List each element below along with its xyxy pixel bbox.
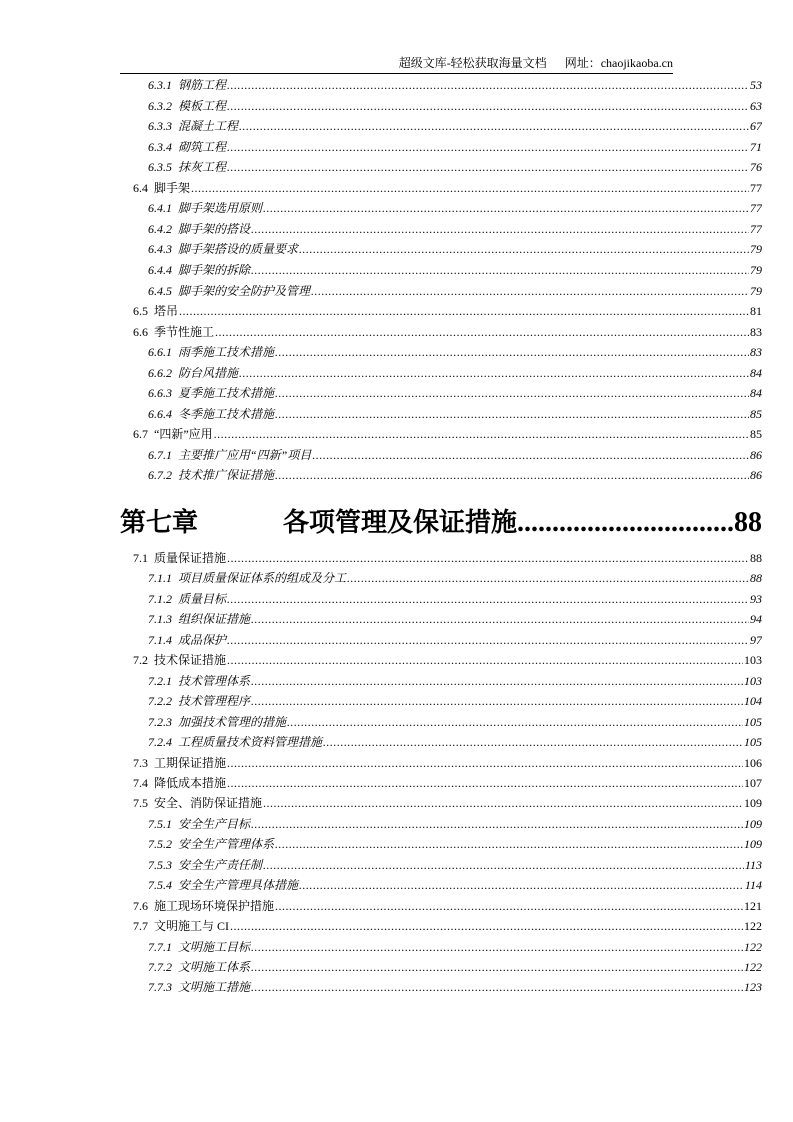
entry-title: 脚手架选用原则	[178, 201, 263, 216]
entry-number: 7.1.4	[148, 632, 172, 647]
entry-page: 77	[750, 180, 762, 195]
dot-leader	[227, 137, 749, 157]
toc-entry[interactable]	[148, 875, 762, 895]
entry-title: 夏季施工技术措施	[178, 386, 275, 401]
entry-page: 122	[744, 939, 762, 954]
dot-leader	[275, 896, 743, 916]
toc-entry[interactable]	[133, 753, 762, 773]
dot-leader	[263, 793, 743, 813]
entry-page: 79	[750, 242, 762, 257]
entry-number: 7.7	[133, 919, 148, 934]
toc-entry[interactable]	[148, 957, 762, 977]
dot-leader	[227, 650, 743, 670]
dot-leader	[263, 198, 749, 218]
dot-leader	[227, 96, 749, 116]
entry-page: 79	[750, 283, 762, 298]
entry-number: 7.2.4	[148, 735, 172, 750]
entry-title: 钢筋工程	[178, 78, 227, 92]
toc-entry[interactable]	[148, 342, 762, 362]
dot-leader	[517, 503, 734, 543]
dot-leader	[347, 568, 749, 588]
entry-title: 文明施工与 CI	[154, 919, 230, 934]
toc-entry[interactable]	[133, 896, 762, 916]
entry-title: 安全生产责任制	[178, 857, 263, 872]
entry-number: 6.3.3	[148, 119, 172, 134]
entry-page: 94	[750, 612, 762, 627]
entry-page: 106	[744, 755, 762, 770]
entry-number: 7.5.2	[148, 837, 172, 852]
toc-entry[interactable]	[133, 916, 762, 936]
entry-page: 93	[750, 591, 762, 606]
entry-page: 97	[750, 632, 762, 647]
dot-leader	[251, 219, 749, 239]
entry-number: 6.5	[133, 304, 148, 319]
chapter-title: 各项管理及保证措施	[283, 508, 518, 538]
toc-entry[interactable]	[148, 814, 762, 834]
entry-title: 文明施工目标	[178, 939, 251, 954]
entry-number: 6.3.1	[148, 78, 172, 92]
entry-number: 6.4.2	[148, 221, 172, 236]
toc-entry[interactable]	[148, 630, 762, 650]
entry-number: 7.7.1	[148, 939, 172, 954]
entry-page: 67	[750, 119, 762, 134]
entry-number: 6.7.2	[148, 468, 172, 483]
entry-title: 加强技术管理的措施	[178, 714, 287, 729]
entry-number: 6.3.2	[148, 98, 172, 113]
toc-entry[interactable]	[148, 157, 762, 177]
entry-page: 88	[750, 571, 762, 586]
dot-leader	[215, 322, 749, 342]
dot-leader	[191, 178, 749, 198]
dot-leader	[275, 342, 749, 362]
dot-leader	[239, 363, 749, 383]
dot-leader	[251, 937, 743, 957]
entry-title: 组织保证措施	[178, 612, 251, 627]
entry-title: 施工现场环境保护措施	[154, 898, 275, 913]
entry-number: 7.4	[133, 775, 148, 790]
toc-entry[interactable]	[148, 937, 762, 957]
entry-title: 降低成本措施	[154, 775, 227, 790]
entry-page: 122	[744, 960, 762, 974]
toc-entry[interactable]	[133, 773, 762, 793]
toc-entry[interactable]	[148, 239, 762, 259]
dot-leader	[312, 445, 749, 465]
entry-number: 7.1.3	[148, 612, 172, 627]
entry-title: 塔吊	[154, 304, 179, 319]
entry-title: 安全生产管理具体措施	[178, 878, 299, 893]
toc-entry[interactable]	[148, 568, 762, 588]
entry-title: 防台风措施	[178, 365, 239, 380]
dot-leader	[251, 977, 743, 997]
entry-page: 105	[744, 735, 762, 750]
chapter-page: 88	[734, 507, 762, 538]
entry-number: 7.1	[133, 551, 148, 565]
entry-title: 成品保护	[178, 632, 227, 647]
entry-number: 6.4.3	[148, 242, 172, 257]
entry-title: 技术管理程序	[178, 694, 251, 709]
toc-entry[interactable]	[148, 855, 762, 875]
entry-title: 技术推广保证措施	[178, 468, 275, 483]
entry-title: 抹灰工程	[178, 160, 227, 175]
toc-entry[interactable]	[148, 363, 762, 383]
entry-title: 项目质量保证体系的组成及分工	[178, 571, 347, 586]
entry-title: 文明施工体系	[178, 960, 251, 974]
entry-page: 83	[750, 324, 762, 339]
dot-leader	[287, 712, 743, 732]
header-site-name: 超级文库-轻松获取海量文档	[398, 56, 547, 70]
entry-number: 6.4.5	[148, 283, 172, 298]
entry-title: 文明施工措施	[178, 980, 251, 995]
entry-title: 雨季施工技术措施	[178, 345, 275, 360]
entry-number: 6.7	[133, 427, 148, 442]
toc-entry[interactable]	[133, 424, 762, 444]
entry-title: 技术管理体系	[178, 673, 251, 688]
toc-entry[interactable]	[148, 383, 762, 403]
dot-leader	[311, 281, 749, 301]
entry-page: 84	[750, 386, 762, 401]
toc-entry[interactable]	[148, 281, 762, 301]
toc-entry[interactable]	[148, 671, 762, 691]
dot-leader	[251, 609, 749, 629]
entry-title: 冬季施工技术措施	[178, 406, 275, 421]
toc-entry[interactable]	[133, 322, 762, 342]
entry-title: 脚手架	[154, 180, 191, 195]
entry-page: 107	[744, 775, 762, 790]
toc-entry[interactable]	[133, 793, 762, 813]
entry-number: 7.6	[133, 898, 148, 913]
entry-number: 6.6.1	[148, 345, 172, 360]
entry-title: 工程质量技术资料管理措施	[178, 735, 323, 750]
toc-entry[interactable]	[148, 609, 762, 629]
toc-entry[interactable]	[148, 834, 762, 854]
entry-number: 7.5.4	[148, 878, 172, 893]
toc-entry[interactable]	[148, 75, 762, 95]
entry-title: 质量目标	[178, 591, 227, 606]
entry-page: 122	[744, 919, 762, 934]
toc-entry[interactable]	[148, 137, 762, 157]
entry-number: 6.4.4	[148, 262, 172, 277]
toc-chapter-heading[interactable]	[120, 503, 762, 543]
toc-entry[interactable]	[133, 548, 762, 568]
chapter-number: 第七章	[120, 508, 199, 538]
toc-entry[interactable]	[133, 178, 762, 198]
toc-entry[interactable]	[148, 445, 762, 465]
entry-page: 103	[744, 653, 762, 668]
toc-entry[interactable]	[148, 116, 762, 136]
entry-page: 79	[750, 262, 762, 277]
entry-title: 技术保证措施	[154, 653, 227, 668]
entry-page: 86	[750, 468, 762, 483]
dot-leader	[251, 260, 749, 280]
toc-entry[interactable]	[148, 96, 762, 116]
entry-number: 6.6.2	[148, 365, 172, 380]
toc-entry[interactable]	[148, 589, 762, 609]
entry-title: “四新”应用	[154, 427, 213, 442]
entry-number: 6.6.4	[148, 406, 172, 421]
dot-leader	[299, 239, 749, 259]
entry-number: 7.5.1	[148, 816, 172, 831]
entry-page: 114	[744, 878, 762, 893]
entry-page: 104	[744, 694, 762, 709]
entry-page: 77	[750, 201, 762, 216]
entry-page: 109	[744, 837, 762, 852]
dot-leader	[263, 855, 744, 875]
entry-title: 工期保证措施	[154, 755, 227, 770]
entry-number: 6.3.4	[148, 139, 172, 154]
page-header	[120, 56, 673, 74]
entry-title: 安全生产目标	[178, 816, 251, 831]
dot-leader	[227, 548, 749, 568]
header-url: 网址：chaojikaoba.cn	[564, 56, 673, 70]
entry-title: 脚手架的搭设	[178, 221, 251, 236]
entry-page: 85	[750, 406, 762, 421]
dot-leader	[227, 157, 749, 177]
entry-number: 6.4.1	[148, 201, 172, 216]
entry-title: 季节性施工	[154, 324, 215, 339]
dot-leader	[227, 630, 749, 650]
toc-entry[interactable]	[148, 260, 762, 280]
dot-leader	[275, 465, 749, 485]
entry-number: 7.3	[133, 755, 148, 770]
entry-number: 7.2.3	[148, 714, 172, 729]
entry-number: 7.2.1	[148, 673, 172, 688]
entry-number: 6.7.1	[148, 447, 172, 462]
toc-entry[interactable]	[133, 650, 762, 670]
entry-page: 76	[750, 160, 762, 175]
toc-entry[interactable]	[133, 301, 762, 321]
entry-page: 113	[744, 857, 762, 872]
toc-entry[interactable]	[148, 465, 762, 485]
entry-number: 6.3.5	[148, 160, 172, 175]
dot-leader	[251, 671, 743, 691]
entry-page: 85	[750, 427, 762, 442]
entry-title: 安全、消防保证措施	[154, 796, 263, 811]
toc-entry[interactable]	[148, 977, 762, 997]
entry-page: 123	[744, 980, 762, 995]
entry-number: 7.7.2	[148, 960, 172, 974]
entry-page: 121	[744, 898, 762, 913]
entry-title: 模板工程	[178, 98, 227, 113]
entry-number: 6.6.3	[148, 386, 172, 401]
dot-leader	[239, 116, 749, 136]
dot-leader	[179, 301, 749, 321]
toc-entry[interactable]	[148, 712, 762, 732]
entry-page: 84	[750, 365, 762, 380]
entry-number: 7.1.2	[148, 591, 172, 606]
dot-leader	[251, 957, 743, 977]
toc-entry[interactable]	[148, 404, 762, 424]
toc-entry[interactable]	[148, 732, 762, 752]
entry-page: 88	[750, 551, 762, 565]
entry-number: 6.4	[133, 180, 148, 195]
entry-number: 7.2.2	[148, 694, 172, 709]
entry-page: 81	[750, 304, 762, 319]
entry-title: 主要推广应用“四新”项目	[178, 447, 312, 462]
entry-page: 109	[744, 816, 762, 831]
entry-title: 脚手架的拆除	[178, 262, 251, 277]
entry-title: 质量保证措施	[154, 551, 227, 565]
dot-leader	[299, 875, 744, 895]
entry-page: 83	[750, 345, 762, 360]
dot-leader	[214, 424, 749, 444]
entry-title: 砌筑工程	[178, 139, 227, 154]
entry-number: 7.5	[133, 796, 148, 811]
entry-page: 103	[744, 673, 762, 688]
entry-page: 63	[750, 98, 762, 113]
dot-leader	[227, 773, 743, 793]
entry-title: 脚手架的安全防护及管理	[178, 283, 311, 298]
dot-leader	[251, 814, 743, 834]
entry-title: 安全生产管理体系	[178, 837, 275, 852]
entry-page: 71	[750, 139, 762, 154]
toc-entry[interactable]	[148, 691, 762, 711]
dot-leader	[227, 589, 749, 609]
dot-leader	[275, 834, 743, 854]
entry-number: 7.2	[133, 653, 148, 668]
dot-leader	[275, 404, 749, 424]
entry-number: 7.1.1	[148, 571, 172, 586]
entry-page: 77	[750, 221, 762, 236]
toc-entry[interactable]	[148, 198, 762, 218]
entry-page: 105	[744, 714, 762, 729]
dot-leader	[227, 753, 743, 773]
dot-leader	[323, 732, 743, 752]
dot-leader	[275, 383, 749, 403]
entry-number: 7.5.3	[148, 857, 172, 872]
dot-leader	[251, 691, 743, 711]
entry-title: 混凝土工程	[178, 119, 239, 134]
entry-page: 109	[744, 796, 762, 811]
dot-leader	[230, 916, 743, 936]
entry-page: 53	[750, 78, 762, 92]
toc-entry[interactable]	[148, 219, 762, 239]
entry-title: 脚手架搭设的质量要求	[178, 242, 299, 257]
dot-leader	[227, 75, 749, 95]
entry-page: 86	[750, 447, 762, 462]
entry-number: 7.7.3	[148, 980, 172, 995]
entry-number: 6.6	[133, 324, 148, 339]
